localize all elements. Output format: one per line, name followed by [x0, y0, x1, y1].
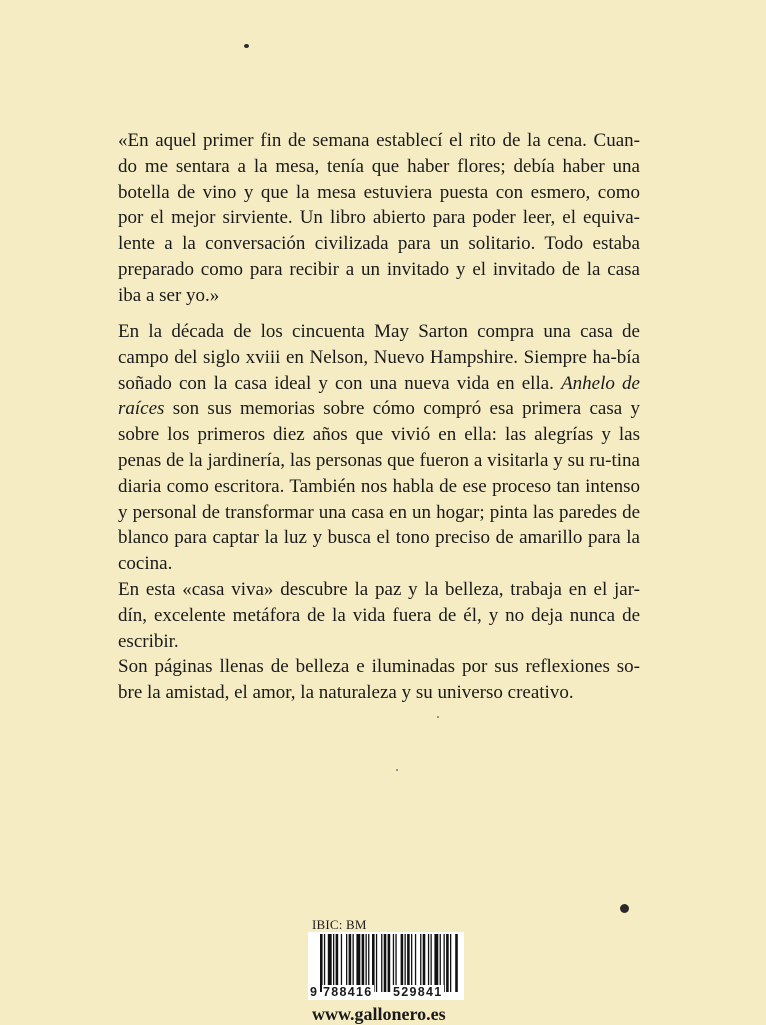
quote-line: iba a ser yo.» — [118, 284, 220, 306]
barcode-bar — [440, 934, 441, 992]
barcode-bar — [444, 934, 445, 992]
barcode-bar — [376, 934, 377, 992]
barcode-bar — [328, 934, 332, 992]
barcode-bar — [381, 934, 382, 992]
barcode-lead-digit: 9 — [310, 985, 319, 999]
barcode-bar — [428, 934, 429, 992]
quote-line: lente a la conversación civilizada para un solitario. Todo estaba — [118, 233, 640, 255]
barcode-bar — [349, 934, 352, 992]
paper-speck — [396, 769, 398, 771]
book-title: Anhelo de raíces — [118, 372, 640, 420]
barcode-bar — [393, 934, 394, 992]
barcode-bar — [368, 934, 369, 992]
barcode-bar — [320, 934, 323, 992]
synopsis-paragraph-2: En esta «casa viva» descubre la paz y la belleza, trabaja en el jar-dín, excelente metáfora de la vida fuera de él, y no deja nunca de escribir. — [118, 578, 640, 652]
barcode-bar — [353, 934, 354, 992]
barcode-bar — [407, 934, 410, 992]
barcode-bar — [450, 934, 451, 992]
quote-line: por el mejor sirviente. Un libro abierto para poder leer, el equiva- — [118, 207, 640, 229]
barcode-bar — [324, 934, 325, 992]
paper-speck — [620, 904, 629, 913]
publisher-website: www.gallonero.es — [312, 1004, 446, 1024]
quote-line: do me sentara a la mesa, tenía que haber flores; debía haber una — [118, 155, 640, 177]
synopsis-paragraph-1 — [118, 319, 640, 577]
quote-line: botella de vino y que la mesa estuviera puesta con esmero, como — [118, 181, 640, 203]
opening-quote — [118, 128, 640, 309]
barcode-bar — [356, 934, 360, 992]
paper-speck — [244, 44, 249, 48]
isbn-barcode — [308, 932, 464, 1000]
barcode-bar — [415, 934, 416, 992]
barcode-group-1: 788416 — [323, 985, 373, 999]
barcode-bar — [405, 934, 406, 992]
paper-speck — [437, 716, 439, 718]
barcode-bar — [455, 934, 458, 992]
barcode-group-2: 529841 — [393, 985, 443, 999]
barcode-bar — [346, 934, 347, 992]
barcode-bar — [401, 934, 404, 992]
quote-line: «En aquel primer fin de semana establecí el rito de la cena. Cuan- — [118, 130, 640, 151]
barcode-bar — [420, 934, 421, 992]
barcode-bar — [434, 934, 438, 992]
ibic-code: IBIC: BM — [312, 917, 367, 932]
barcode-bar — [362, 934, 365, 992]
barcode-bar — [446, 934, 449, 992]
barcode-bar — [333, 934, 334, 992]
book-synopsis — [118, 319, 640, 706]
barcode-bar — [384, 934, 387, 992]
barcode-digits — [308, 985, 464, 1000]
barcode-bar — [411, 934, 412, 992]
synopsis-text: En la década de los cincuenta May Sarton compra una casa de campo del siglo xviii en Nelson, Nuevo Hampshire. Siempre ha-bía soñado con la casa ideal y con una nueva vida en ella. — [118, 321, 640, 394]
quote-line: preparado como para recibir a un invitado y el invitado de la casa — [118, 258, 640, 280]
barcode-bar — [431, 934, 432, 992]
barcode-bar — [336, 934, 339, 992]
barcode-bar — [388, 934, 391, 992]
barcode-bar — [372, 934, 375, 992]
barcode-bar — [423, 934, 426, 992]
barcode-bar — [395, 934, 396, 992]
synopsis-text: son sus memorias sobre cómo compró esa primera casa y sobre los primeros diez años que vivió en ella: las alegrías y las penas de la jardinería, las personas que fueron a visitarla y su ru-tina diaria como escritora. También nos habla de ese proceso tan intenso y personal de transformar una casa en un hogar; pinta las paredes de blanco para captar la luz y busca el tono preciso de amarillo para la cocina. — [118, 398, 640, 575]
barcode-bar — [366, 934, 367, 992]
synopsis-paragraph-3: Son páginas llenas de belleza e iluminadas por sus reflexiones so-bre la amistad, el amor, la naturaleza y su universo creativo. — [118, 656, 640, 704]
barcode-bar — [341, 934, 342, 992]
